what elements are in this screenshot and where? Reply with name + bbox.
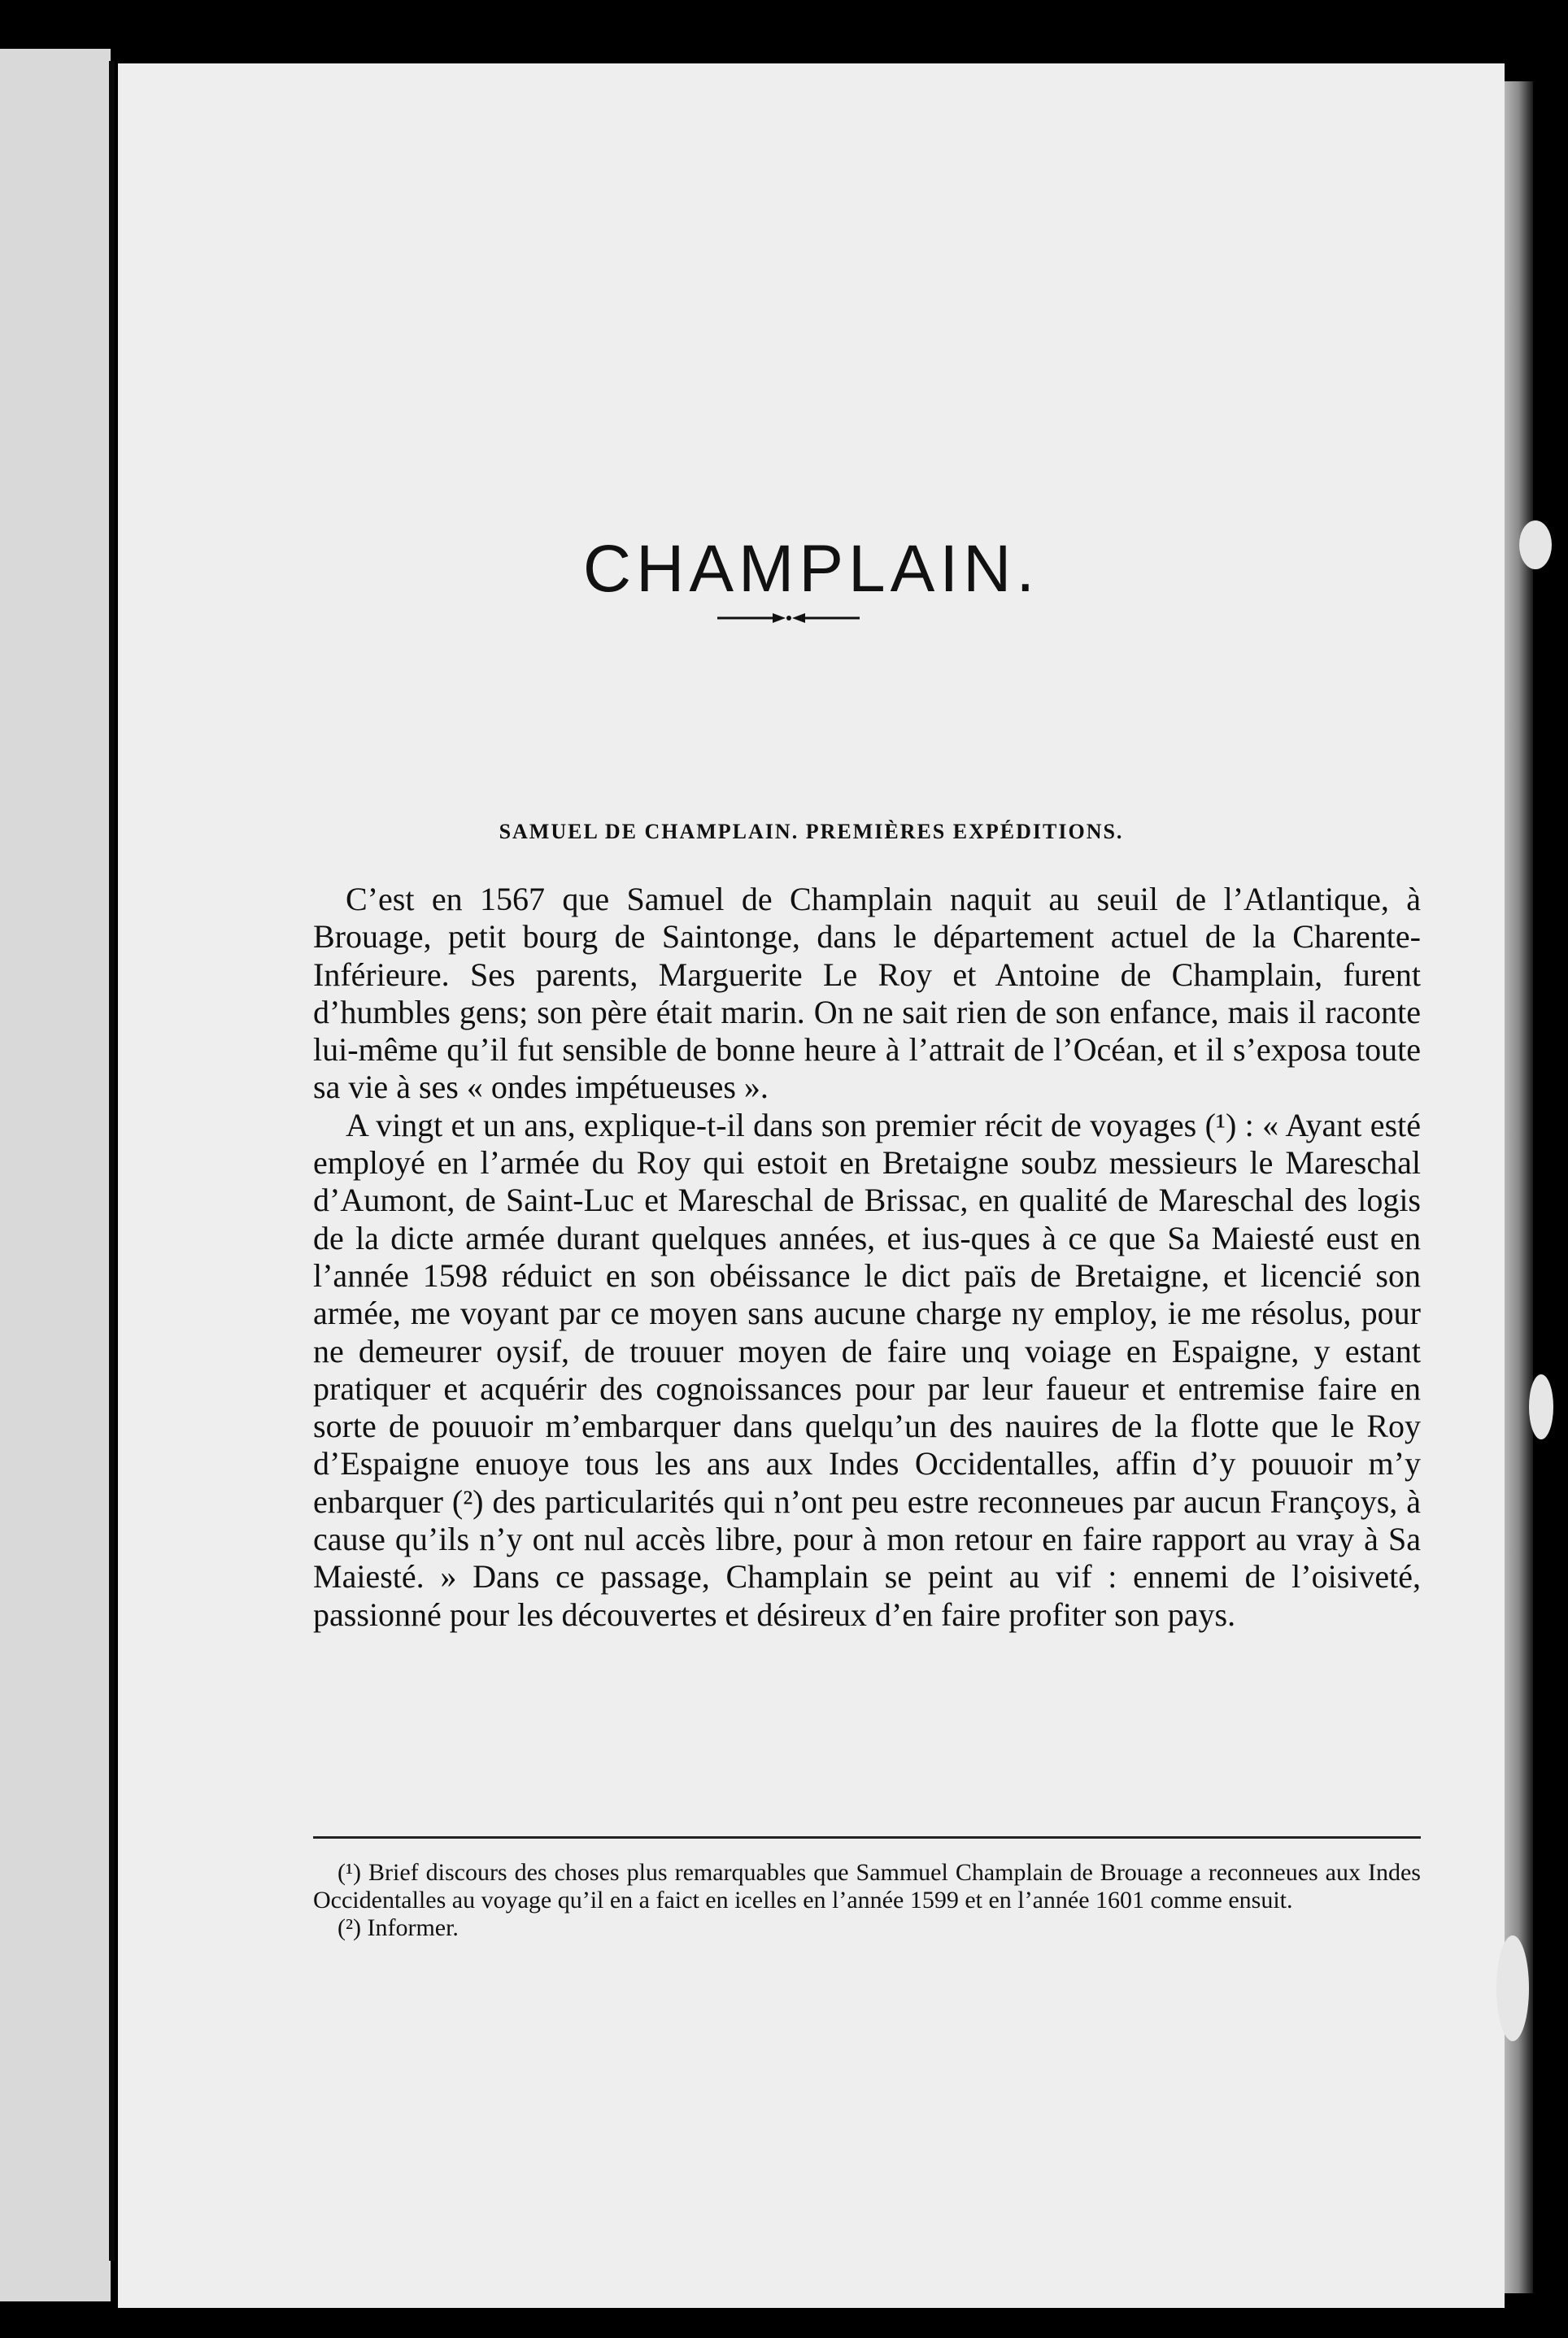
body-text [313, 881, 1421, 1634]
footnote: (²) Informer. [338, 1914, 459, 1941]
scan-speck [1529, 1374, 1553, 1439]
page-title: CHAMPLAIN. [582, 531, 1040, 606]
facing-page-edge [0, 49, 111, 2301]
paragraph: C’est en 1567 que Samuel de Champlain naquit au seuil de l’Atlantique, à Brouage, petit bourg de Saintonge, dans le département actuel de la Charente-Inférieure. Ses parents, Marguerite Le Roy et Antoine de Champlain, furent d’humbles gens; son père était marin. On ne sait rien de son enfance, mais il raconte lui-même qu’il fut sensible de bonne heure à l’attrait de l’Océan, et il s’exposa toute sa vie à ses « ondes impétueuses ». [313, 881, 1421, 1106]
title-ornament [717, 608, 860, 628]
section-heading: SAMUEL DE CHAMPLAIN. PREMIÈRES EXPÉDITIONS. [499, 820, 1124, 843]
footnotes [313, 1859, 1421, 1942]
footnote: (¹) Brief discours des choses plus remarquables que Sammuel Champlain de Brouage a reconneues aux Indes Occidentalles au voyage qu’il en a faict en icelles en l’année 1599 et en l’année 1601 comme ensuit. [313, 1859, 1421, 1914]
paragraph: A vingt et un ans, explique-t-il dans son premier récit de voyages (¹) : « Ayant esté employé en l’armée du Roy qui estoit en Bretaigne soubz messieurs le Mareschal d’Aumont, de Saint-Luc et Mareschal de Brissac, en qualité de Mareschal des logis de la dicte armée durant quelques années, et ius-ques à ce que Sa Maiesté eust en l’année 1598 réduict en son obéissance le dict païs de Bretaigne, et licencié son armée, me voyant par ce moyen sans aucune charge ny employ, ie me résolus, pour ne demeurer oysif, de trouuer moyen de faire unq voiage en Espaigne, y estant pratiquer et acquérir des cognoissances pour par leur faueur et entremise faire en sorte de pouuoir m’embarquer dans quelqu’un des nauires de la flotte que le Roy d’Espaigne enuoye tous les ans aux Indes Occidentalles, affin d’y pouuoir m’y enbarquer (²) des particularités qui n’ont peu estre reconneues par aucun Françoys, à cause qu’ils n’y ont nul accès libre, pour à mon retour en faire rapport au vray à Sa Maiesté. » Dans ce passage, Champlain se peint au vif : ennemi de l’oisiveté, passionné pour les découvertes et désireux d’en faire profiter son pays. [313, 1106, 1421, 1633]
footnote-divider [313, 1836, 1421, 1839]
scan-speck [1496, 1935, 1529, 2041]
document-page [118, 63, 1505, 2308]
binding-rule [109, 61, 115, 2261]
scan-speck [1519, 520, 1552, 569]
